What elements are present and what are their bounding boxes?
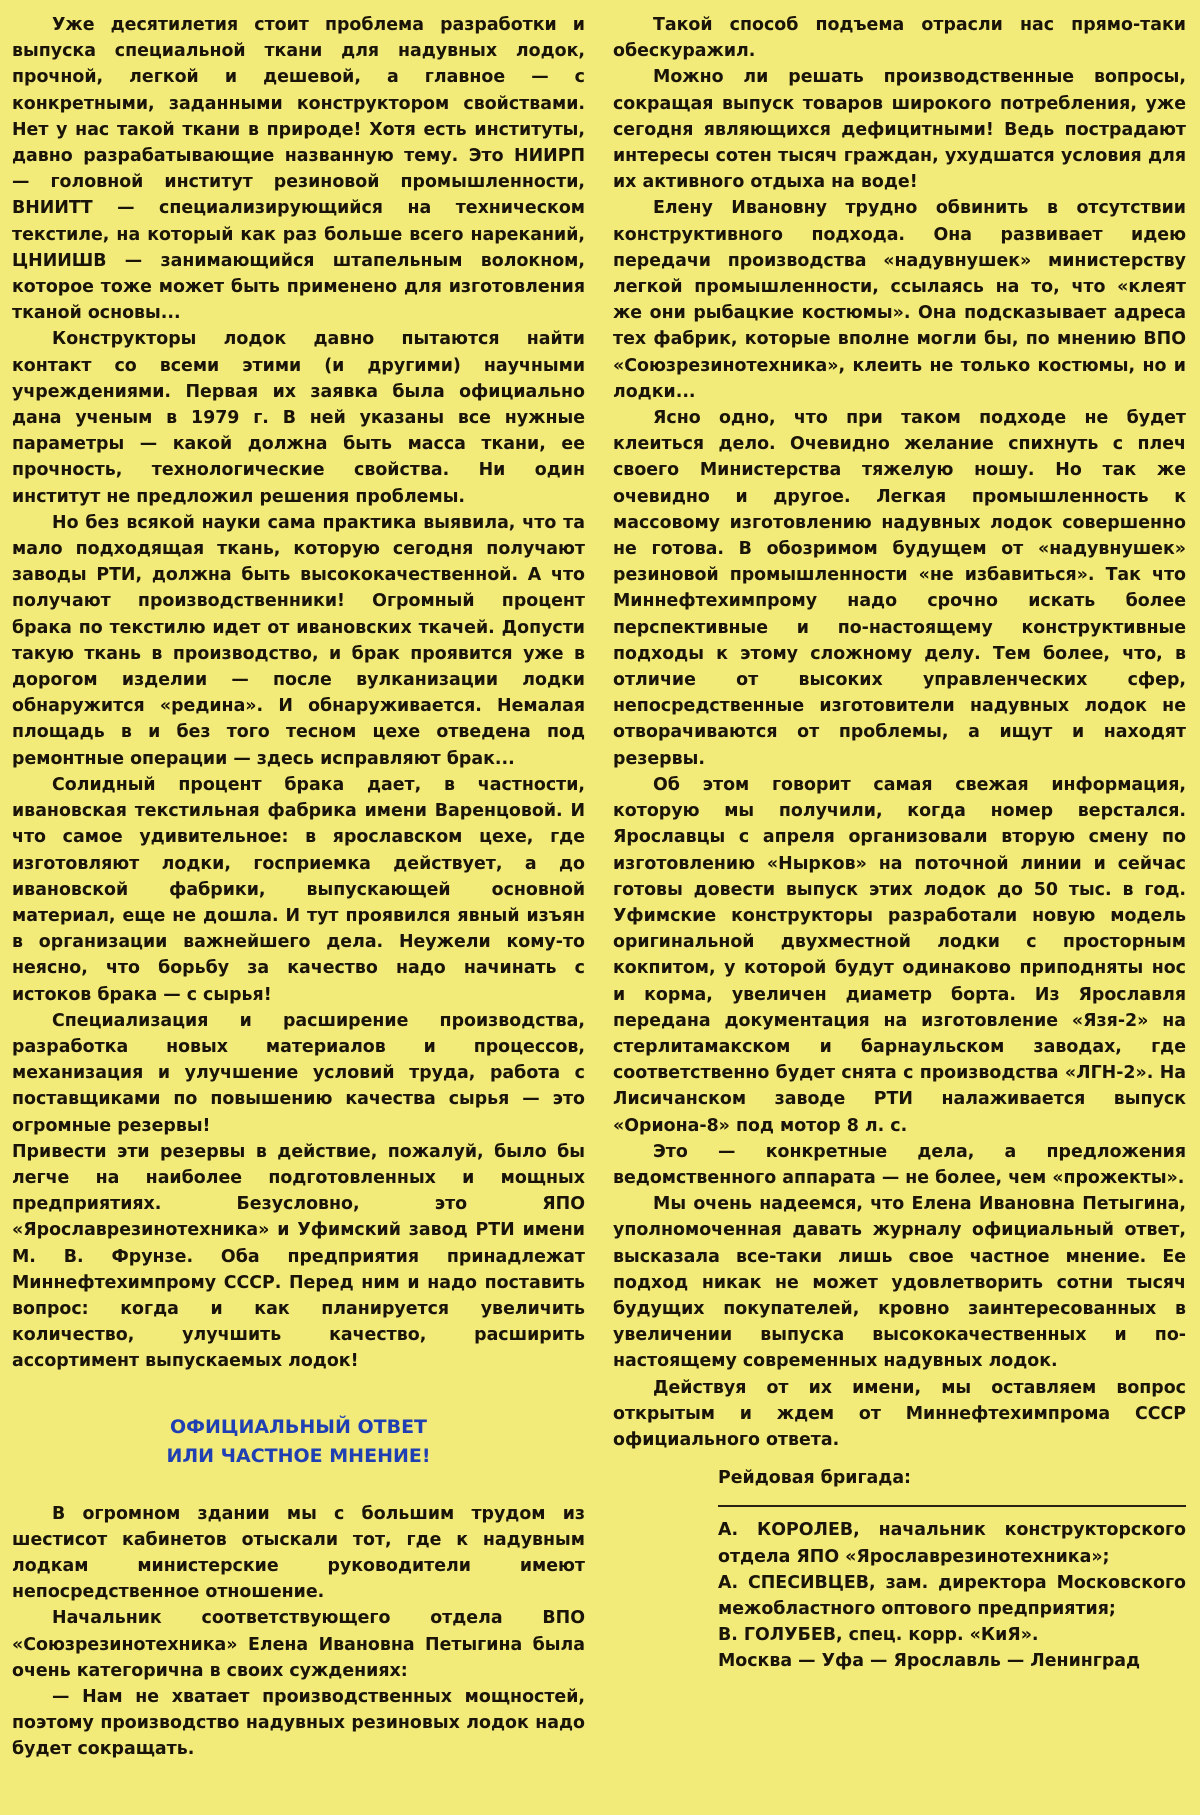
paragraph: Об этом говорит самая свежая информация, которую мы получили, когда номер верстался. Ярославцы с апреля организовали вторую смену по изготовлению «Нырков» на поточной линии и сейчас готовы довести выпуск этих лодок до 50 тыс. в год. Уфимские конструкторы разработали новую модель оригинальной двухместной лодки с просторным кокпитом, у которой будут одинаково приподняты нос и корма, увеличен диаметр борта. Из Ярославля передана документация на изготовление «Язя-2» на стерлитамакском и барнаульском заводах, где соответственно будет снята с производства «ЛГН-2». На Лисичанском заводе РТИ налаживается выпуск «Ориона-8» под мотор 8 л. с. [613, 774, 1186, 1136]
paragraph: Конструкторы лодок давно пытаются найти контакт со всеми этими (и другими) научными учреждениями. Первая их заявка была официально дана ученым в 1979 г. В ней указаны все нужные параметры — какой должна быть масса ткани, ее прочность, технологические свойства. Ни один институт не предложил решения проблемы. [12, 329, 585, 507]
paragraph: Привести эти резервы в действие, пожалуй, было бы легче на наиболее подготовленных и мощных предприятиях. Безусловно, это ЯПО «Ярославрезинотехника» и Уфимский завод РТИ имени М. В. Фрунзе. Оба предприятия принадлежат Миннефтехимпрому СССР. Перед ним и надо поставить вопрос: когда и как планируется увеличить количество, улучшить качество, расширить ассортимент выпускаемых лодок! [12, 1141, 585, 1372]
paragraph: Но без всякой науки сама практика выявила, что та мало подходящая ткань, которую сегодня получают заводы РТИ, должна быть высококачественной. А что получают производственники! Огромный процент брака по текстилю идет от ивановских ткачей. Допусти такую ткань в производство, и брак проявится уже в дорогом изделии — после вулканизации лодки обнаружится «редина». И обнаруживается. Немалая площадь в и без того тесном цехе отведена под ремонтные операции — здесь исправляют брак... [12, 512, 585, 769]
signature-label: Рейдовая бригада: [718, 1468, 912, 1489]
paragraph: Действуя от их имени, мы оставляем вопрос открытым и ждем от Миннефтехимпрома СССР официального ответа. [613, 1377, 1186, 1450]
paragraph: — Нам не хватает производственных мощностей, поэтому производство надувных резиновых лодок надо будет сокращать. [12, 1686, 585, 1760]
paragraph: Ясно одно, что при таком подходе не будет клеиться дело. Очевидно желание спихнуть с плеч своего Министерства тяжелую ношу. Но так же очевидно и другое. Легкая промышленность к массовому изготовлению надувных лодок совершенно не готова. В обозримом будущем от «надувнушек» резиновой промышленности «не избавиться». Так что Миннефтехимпрому надо срочно искать более перспективные и по-настоящему конструктивные подходы к этому сложному делу. Тем более, что, в отличие от высоких управленческих сфер, непосредственные изготовители надувных лодок не отворачиваются от проблемы, а ищут и находят резервы. [613, 408, 1186, 769]
paragraph: Это — конкретные дела, а предложения ведомственного аппарата — не более, чем «прожекты». [613, 1141, 1186, 1188]
signature-line: А. СПЕСИВЦЕВ, зам. директора Московского межобластного оптового предприятия; [718, 1572, 1186, 1619]
section-heading-line: ОФИЦИАЛЬНЫЙ ОТВЕТ [169, 1415, 428, 1438]
signature-block [718, 1465, 1186, 1674]
paragraph: Можно ли решать производственные вопросы, сокращая выпуск товаров широкого потребления, уже сегодня являющихся дефицитными! Ведь пострадают интересы сотен тысяч граждан, ухудшатся условия для их активного отдыха на воде! [613, 67, 1186, 193]
paragraph: Мы очень надеемся, что Елена Ивановна Петыгина, уполномоченная давать журналу официальный ответ, высказала все-таки лишь свое частное мнение. Ее подход никак не может удовлетворить сотни тысяч будущих покупателей, кровно заинтересованных в увеличении выпуска высококачественных и по-настоящему современных надувных лодок. [613, 1194, 1186, 1372]
paragraph: В огромном здании мы с большим трудом из шестисот кабинетов отыскали тот, где к надувным лодкам министерские руководители имеют непосредственное отношение. [12, 1503, 585, 1603]
signature-line: А. КОРОЛЕВ, начальник конструкторского отдела ЯПО «Ярославрезинотехника»; [718, 1520, 1186, 1567]
section-heading-line: ИЛИ ЧАСТНОЕ МНЕНИЕ! [166, 1444, 431, 1467]
right-column [613, 12, 1186, 1815]
paragraph: Уже десятилетия стоит проблема разработки и выпуска специальной ткани для надувных лодок, прочной, легкой и дешевой, а главное — с конкретными, заданными конструктором свойствами. Нет у нас такой ткани в природе! Хотя есть институты, давно разрабатывающие названную тему. Это НИИРП — головной институт резиновой промышленности, ВНИИТТ — специализирующийся на техническом текстиле, на который как раз больше всего нареканий, ЦНИИШВ — занимающийся штапельным волокном, которое тоже может быть применено для изготовления тканой основы... [12, 15, 585, 324]
paragraph: Солидный процент брака дает, в частности, ивановская текстильная фабрика имени Варенцовой. И что самое удивительное: в ярославском цехе, где изготовляют лодки, госприемка действует, а до ивановской фабрики, выпускающей основной материал, еще не дошла. И тут проявился явный изъян в организации важнейшего дела. Неужели кому-то неясно, что борьбу за качество надо начинать с истоков брака — с сырья! [12, 774, 585, 1005]
section-heading [12, 1413, 585, 1471]
paragraph: Начальник соответствующего отдела ВПО «Союзрезинотехника» Елена Ивановна Петыгина была очень категорична в своих суждениях: [12, 1608, 585, 1681]
paragraph: Такой способ подъема отрасли нас прямо-таки обескуражил. [613, 15, 1186, 62]
signature-line: В. ГОЛУБЕВ, спец. корр. «КиЯ». [718, 1625, 1039, 1646]
left-column [12, 12, 585, 1815]
paragraph: Специализация и расширение производства, разработка новых материалов и процессов, механизация и улучшение условий труда, работа с поставщиками по повышению качества сырья — это огромные резервы! [12, 1010, 585, 1136]
paragraph: Елену Ивановну трудно обвинить в отсутствии конструктивного подхода. Она развивает идею передачи производства «надувнушек» министерству легкой промышленности, ссылаясь на то, что «клеят же они рыбацкие костюмы». Она подсказывает адреса тех фабрик, которые вполне могли бы, по мнению ВПО «Союзрезинотехника», клеить не только костюмы, но и лодки... [613, 198, 1186, 402]
divider [718, 1505, 1186, 1507]
signature-line: Москва — Уфа — Ярославль — Ленинград [718, 1651, 1141, 1672]
